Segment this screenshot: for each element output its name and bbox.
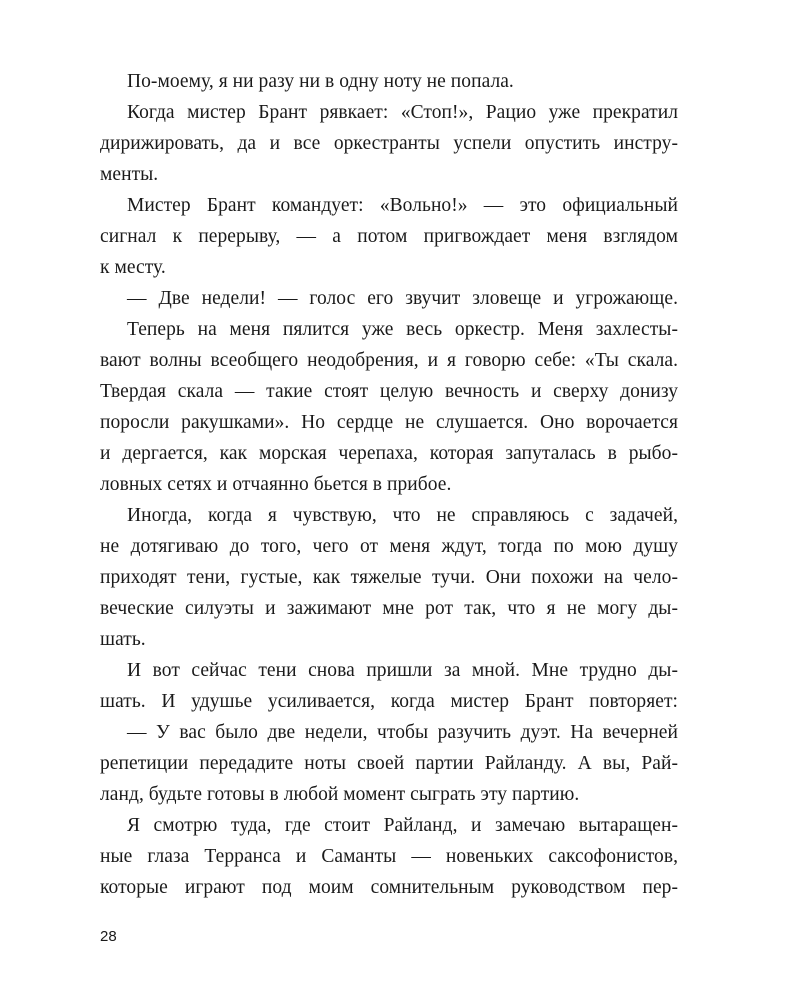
text-line: Когда мистер Брант рявкает: «Стоп!», Рацио уже прекратил xyxy=(127,102,678,123)
text-line: И вот сейчас тени снова пришли за мной. Мне трудно ды- xyxy=(127,660,678,681)
text-line: к месту. xyxy=(100,257,166,278)
text-line: которые играют под моим сомнительным руководством пер- xyxy=(100,877,678,898)
text-line: приходят тени, густые, как тяжелые тучи. Они похожи на чело- xyxy=(100,567,678,588)
page-number: 28 xyxy=(100,928,117,945)
text-line: Твердая скала — такие стоят целую вечность и сверху донизу xyxy=(100,381,678,402)
text-line: веческие силуэты и зажимают мне рот так, что я не могу ды- xyxy=(100,598,678,619)
text-line: шать. И удушье усиливается, когда мистер Брант повторяет: xyxy=(100,691,678,712)
text-line: ловных сетях и отчаянно бьется в прибое. xyxy=(100,474,452,495)
text-line: вают волны всеобщего неодобрения, и я говорю себе: «Ты скала. xyxy=(100,350,678,371)
text-line: Мистер Брант командует: «Вольно!» — это официальный xyxy=(127,195,678,216)
text-line: — Две недели! — голос его звучит зловеще и угрожающе. xyxy=(127,288,678,309)
text-line: По-моему, я ни разу ни в одну ноту не попала. xyxy=(127,71,514,92)
text-line: репетиции передадите ноты своей партии Райланду. А вы, Рай- xyxy=(100,753,678,774)
text-line: поросли ракушками». Но сердце не слушается. Оно ворочается xyxy=(100,412,678,433)
text-line: шать. xyxy=(100,629,146,650)
text-line: дирижировать, да и все оркестранты успели опустить инстру- xyxy=(100,133,678,154)
text-line: сигнал к перерыву, — а потом пригвождает меня взглядом xyxy=(100,226,678,247)
text-line: Иногда, когда я чувствую, что не справляюсь с задачей, xyxy=(127,505,678,526)
text-line: не дотягиваю до того, чего от меня ждут, тогда по мою душу xyxy=(100,536,678,557)
text-line: ные глаза Терранса и Саманты — новеньких саксофонистов, xyxy=(100,846,678,867)
text-line: — У вас было две недели, чтобы разучить дуэт. На вечерней xyxy=(127,722,678,743)
text-line: Я смотрю туда, где стоит Райланд, и замечаю вытаращен- xyxy=(127,815,678,836)
text-line: Теперь на меня пялится уже весь оркестр. Меня захлесты- xyxy=(127,319,678,340)
text-line: ланд, будьте готовы в любой момент сыграть эту партию. xyxy=(100,784,580,805)
text-line: и дергается, как морская черепаха, которая запуталась в рыбо- xyxy=(100,443,678,464)
body-text xyxy=(100,66,678,903)
text-line: менты. xyxy=(100,164,159,185)
